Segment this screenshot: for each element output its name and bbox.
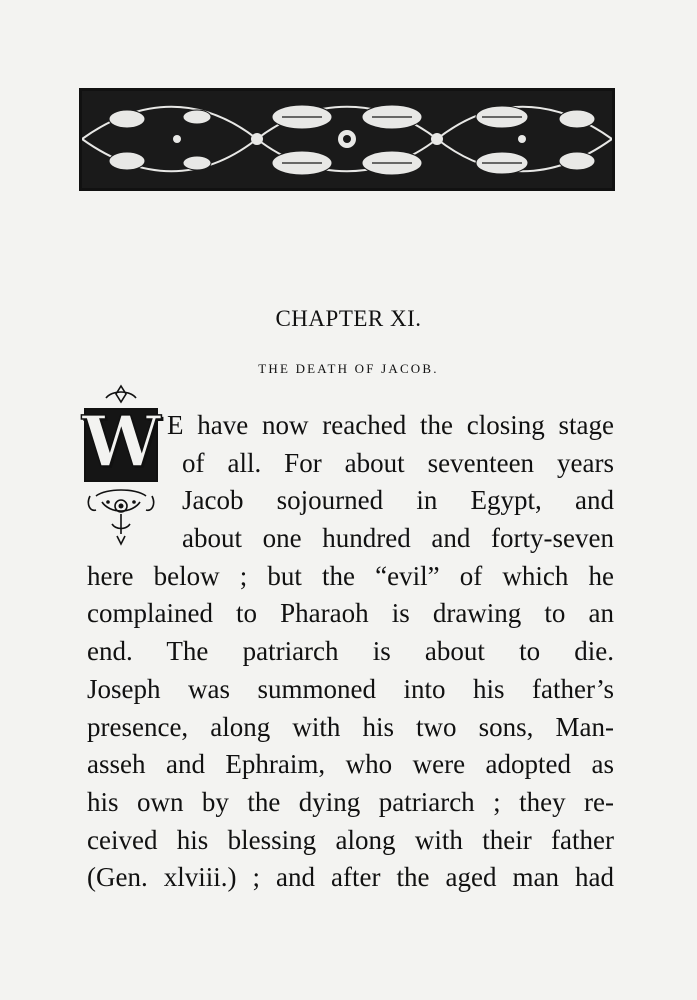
text-line: about one hundred and forty-seven [182,523,614,554]
text-line: complained to Pharaoh is drawing to an [87,598,614,629]
text-line: (Gen. xlviii.) ; and after the aged man had [87,862,614,893]
decorative-header-band [79,88,615,191]
text-line: asseh and Ephraim, who were adopted as [87,749,614,780]
text-line: of all. For about seventeen years [182,447,614,478]
text-line: presence, along with his two sons, Man- [87,711,614,742]
body-paragraph [87,407,614,897]
text-line: here below ; but the “evil” of which he [87,560,614,591]
text-line: E have now reached the closing stage [167,410,614,440]
text-line: Joseph was summoned into his father’s [87,673,614,704]
drop-cap-letter: W [82,400,161,483]
text-line: ceived his blessing along with their father [87,824,614,855]
chapter-title: CHAPTER XI. [275,306,422,331]
text-line: his own by the dying patriarch ; they re- [87,786,614,817]
floral-ornament-graphic [82,91,612,188]
section-title: THE DEATH OF JACOB. [258,361,439,376]
text-line: end. The patriarch is about to die. [87,636,614,667]
text-line: Jacob sojourned in Egypt, and [182,485,614,516]
